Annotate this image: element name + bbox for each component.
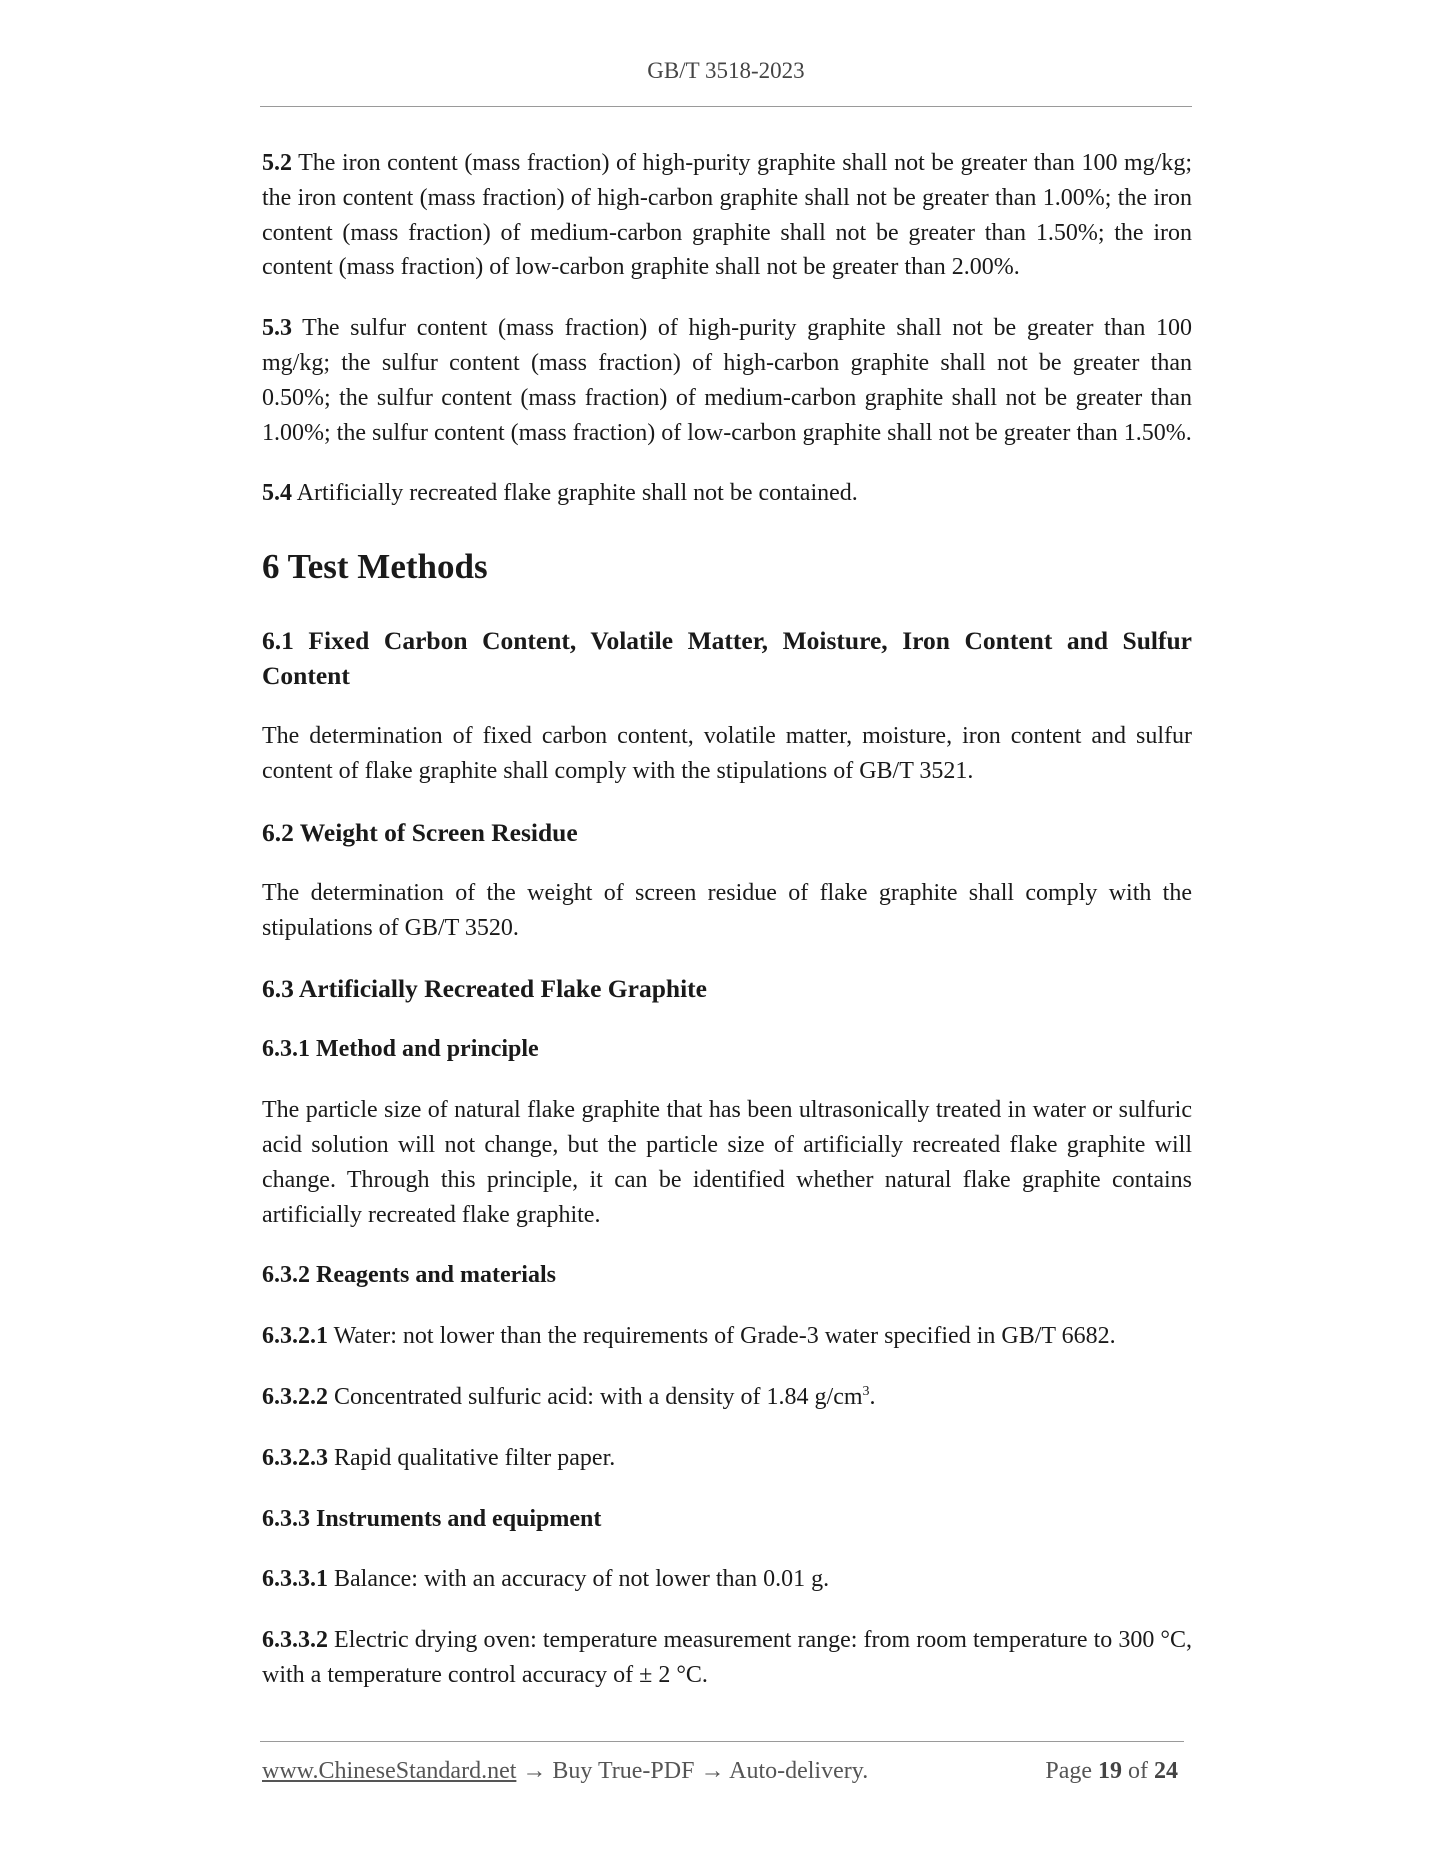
clause-number: 6.3.3.1	[262, 1566, 328, 1593]
clause-5-3	[262, 311, 1192, 450]
subsection-heading-6-2: 6.2 Weight of Screen Residue	[262, 817, 578, 847]
clause-6-3-3-2	[262, 1623, 1192, 1693]
clause-text: Balance: with an accuracy of not lower than 0.01 g.	[328, 1566, 830, 1593]
clause-text-tail: .	[869, 1383, 876, 1410]
heading-6-3-1: 6.3.1 Method and principle	[262, 1036, 539, 1063]
page-header-standard-id: GB/T 3518-2023	[647, 58, 805, 83]
paragraph-6-1: The determination of fixed carbon content, volatile matter, moisture, iron content and sulfur content of flake graphite shall comply with the stipulations of GB/T 3521.	[262, 723, 1192, 784]
clause-text: Concentrated sulfuric acid: with a density of 1.84 g/cm	[328, 1383, 863, 1410]
clause-5-2	[262, 146, 1192, 285]
heading-6-3-2: 6.3.2 Reagents and materials	[262, 1262, 556, 1289]
superscript: 3	[862, 1383, 870, 1399]
header-divider	[260, 106, 1192, 107]
site-link[interactable]: www.ChineseStandard.net	[262, 1758, 517, 1784]
clause-number: 5.3	[262, 315, 292, 342]
heading-6-3-3: 6.3.3 Instruments and equipment	[262, 1505, 602, 1532]
clause-text: Electric drying oven: temperature measurement range: from room temperature to 300 °C, with a temperature control accuracy of ± 2 °C.	[262, 1627, 1192, 1688]
clause-text: Water: not lower than the requirements of Grade-3 water specified in GB/T 6682.	[328, 1323, 1116, 1350]
page-indicator	[1045, 1758, 1178, 1785]
clause-5-4	[262, 476, 1192, 511]
clause-6-3-2-1	[262, 1319, 1192, 1354]
page-label: Page	[1045, 1758, 1098, 1784]
clause-6-3-2-2	[262, 1380, 1192, 1415]
clause-6-3-3-1	[262, 1562, 1192, 1597]
subsection-heading-6-3: 6.3 Artificially Recreated Flake Graphite	[262, 974, 707, 1004]
clause-text: Artificially recreated flake graphite shall not be contained.	[292, 480, 858, 507]
clause-text: Rapid qualitative filter paper.	[328, 1444, 616, 1471]
clause-text: The iron content (mass fraction) of high-purity graphite shall not be greater than 100 mg/kg; the iron content (mass fraction) of high-carbon graphite shall not be greater than 1.00%; the iron content (mass fraction) of medium-carbon graphite shall not be greater than 1.50%; the iron content (mass fraction) of low-carbon graphite shall not be greater than 2.00%.	[262, 150, 1192, 281]
document-body	[262, 146, 1192, 1719]
paragraph-6-2: The determination of the weight of screen residue of flake graphite shall comply with the stipulations of GB/T 3520.	[262, 879, 1192, 941]
clause-6-3-2-3	[262, 1441, 1192, 1476]
footer-tagline: → Buy True-PDF → Auto-delivery.	[516, 1758, 869, 1784]
footer-divider	[260, 1741, 1184, 1742]
page-total: 24	[1154, 1758, 1178, 1784]
footer-promo	[262, 1758, 868, 1785]
clause-number: 5.4	[262, 480, 292, 507]
section-heading-6: 6 Test Methods	[262, 547, 488, 587]
clause-text: The sulfur content (mass fraction) of high-purity graphite shall not be greater than 100 mg/kg; the sulfur content (mass fraction) of high-carbon graphite shall not be greater than 0.50%; the sulfur content (mass fraction) of medium-carbon graphite shall not be greater than 1.00%; the sulfur content (mass fraction) of low-carbon graphite shall not be greater than 1.50%.	[262, 315, 1192, 446]
clause-number: 6.3.2.1	[262, 1323, 328, 1350]
clause-number: 5.2	[262, 150, 292, 176]
clause-number: 6.3.3.2	[262, 1627, 328, 1654]
page-current: 19	[1098, 1758, 1122, 1784]
clause-number: 6.3.2.2	[262, 1383, 328, 1410]
paragraph-6-3-1: The particle size of natural flake graphite that has been ultrasonically treated in water or sulfuric acid solution will not change, but the particle size of artificially recreated flake graphite will change. Through this principle, it can be identified whether natural flake graphite contains artificially recreated flake graphite.	[262, 1097, 1192, 1228]
subsection-heading-6-1: 6.1 Fixed Carbon Content, Volatile Matter, Moisture, Iron Content and Sulfur Content	[262, 626, 1192, 691]
clause-number: 6.3.2.3	[262, 1444, 328, 1471]
page-of: of	[1122, 1758, 1154, 1784]
